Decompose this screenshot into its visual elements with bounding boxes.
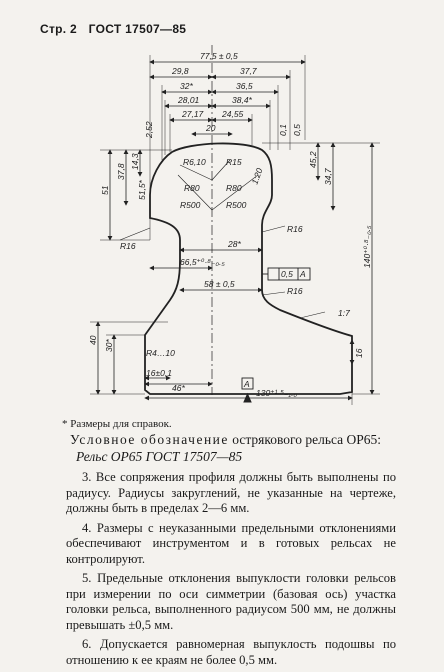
label-515: 51,5* [137, 180, 147, 200]
label-452: 45,2 [308, 151, 318, 168]
label-r16a: R16 [120, 241, 136, 251]
label-252: 2,52 [144, 121, 154, 138]
label-378: 37,8 [116, 163, 126, 180]
label-130: 130⁺¹·⁵₋₁.₀ [256, 388, 298, 398]
note-3: 3. Все сопряжения профиля должны быть выполнены по радиусу. Радиусы закруглений, не указанные на чертеже, должны быть в пределах 2—6 мм. [66, 470, 396, 515]
label-16r: 16 [354, 348, 364, 358]
label-16: 16±0,1 [146, 368, 172, 378]
note-6: 6. Допускается равномерная выпуклость подошвы по отношению к ее краям не более 0,5 мм. [66, 637, 396, 667]
designation-title-rest: острякового рельса ОР65: [228, 432, 382, 447]
label-w-top: 77,5 ± 0,5 [200, 51, 238, 61]
label-slope: 1:7 [338, 308, 350, 318]
rail-profile-outline [145, 143, 352, 394]
label-datum: A [244, 379, 250, 389]
footnote: * Размеры для справок. [62, 418, 172, 430]
label-665: 66,5⁺⁰·⁸₋₀.₅ [180, 257, 225, 267]
label-r80b: R80 [226, 183, 242, 193]
standard-code: ГОСТ 17507—85 [88, 22, 187, 36]
label-r500a: R500 [180, 200, 201, 210]
label-2455: 24,55 [222, 109, 244, 119]
note-4: 4. Размеры с неуказанными предельными отклонениями обеспечивают инструментом и в готовых рельсах не контролируют. [66, 520, 396, 566]
designation-example: Рельс ОР65 ГОСТ 17507—85 [76, 449, 243, 464]
label-143: 14,3 [130, 153, 140, 170]
label-384: 38,4* [232, 95, 252, 105]
label-298: 29,8 [172, 66, 189, 76]
notes-list [66, 470, 396, 672]
note-5: 5. Предельные отклонения выпуклости головки рельсов при измерении по оси симметрии (базовая ось) участка головки рельса, выполненного радиусом 500 мм, не должны превышать ±0,5 мм. [66, 571, 396, 632]
label-r10: R6,10 [183, 157, 206, 167]
page-number: Стр. 2 [40, 22, 78, 36]
label-2801: 28,01 [178, 95, 200, 105]
label-r16c: R16 [287, 286, 303, 296]
label-58: 58 ± 0,5 [204, 279, 235, 289]
label-28: 28* [228, 239, 241, 249]
label-r16b: R16 [287, 224, 303, 234]
label-365: 36,5 [236, 81, 253, 91]
designation-title-spaced: Условное обозначение [70, 432, 229, 447]
label-01: 0,1 [278, 124, 288, 136]
label-377: 37,7 [240, 66, 257, 76]
label-46: 46* [172, 383, 185, 393]
label-r15: R15 [226, 157, 242, 167]
label-51: 51 [100, 185, 110, 195]
label-40: 40 [88, 335, 98, 345]
label-347: 34,7 [323, 168, 333, 185]
label-30: 30* [104, 339, 114, 352]
label-tol-ref: A [300, 269, 306, 279]
label-32: 32* [180, 81, 193, 91]
label-05: 0,5 [292, 124, 302, 136]
label-1-20: 1:20 [249, 166, 265, 186]
label-total: 140⁺⁰·⁸₋₀.₅ [362, 225, 372, 268]
label-r4: R4…10 [146, 348, 175, 358]
designation-title [70, 432, 444, 448]
label-tol: 0,5 [281, 269, 293, 279]
label-r80a: R80 [184, 183, 200, 193]
label-20: 20 [206, 123, 216, 133]
label-2717: 27,17 [182, 109, 204, 119]
label-r500b: R500 [226, 200, 247, 210]
